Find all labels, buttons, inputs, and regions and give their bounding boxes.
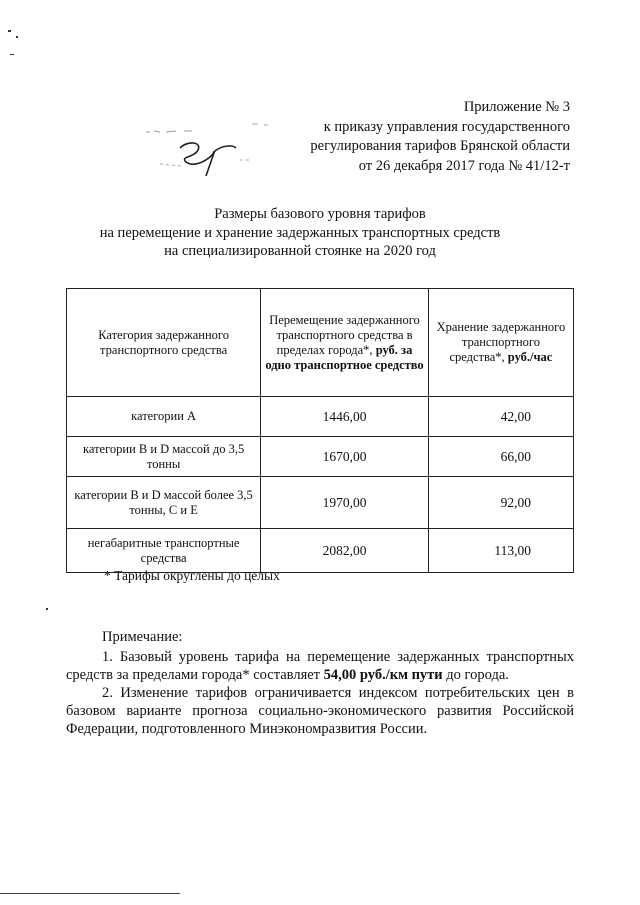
row-category: категории В и D массой более 3,5 тонны, С и Е: [67, 477, 261, 529]
scan-speck: [46, 608, 48, 610]
row-store-price: 92,00: [428, 477, 573, 529]
note-item-1: [66, 648, 574, 684]
note-section: [66, 628, 574, 738]
row-category: категории В и D массой до 3,5 тонны: [67, 437, 261, 477]
row-move-price: 2082,00: [261, 529, 429, 573]
header-move-text: Перемещение задержанного транспортного средства в пределах города*,: [269, 312, 420, 357]
header-store-text: Хранение задержанного транспортного средства*,: [436, 320, 566, 364]
header-move-unit: руб. за одно транспортное средство: [265, 342, 424, 372]
table-row: [67, 437, 574, 477]
row-move-price: 1970,00: [261, 477, 429, 529]
appendix-line-2: к приказу управления государственного: [323, 118, 570, 135]
table-footnote: * Тарифы округлены до целых: [104, 568, 280, 583]
appendix-line-3: регулирования тарифов Брянской области: [310, 138, 570, 154]
header-store-unit: руб./час: [507, 350, 553, 364]
scan-speck: [10, 54, 14, 55]
table-row: [67, 477, 574, 529]
title-line-3: на специализированной стоянке на 2020 год: [164, 243, 436, 259]
table-header-row: [67, 289, 574, 397]
tariff-table: [66, 288, 574, 573]
note-item-1-tail: до города.: [442, 667, 509, 683]
document-title: [0, 205, 640, 261]
note-title: Примечание:: [102, 629, 183, 645]
note-item-1-text: 1. Базовый уровень тарифа на перемещение задержанных транспортных средств за пределами города* составляет: [66, 649, 574, 683]
row-move-price: 1670,00: [261, 437, 429, 477]
table-row: [67, 397, 574, 437]
bottom-rule: [0, 893, 180, 894]
note-item-2: 2. Изменение тарифов ограничивается индексом потребительских цен в базовом варианте прогноза социально-экономического развития Российской Федерации, подготовленного Минэкономразвития России.: [66, 685, 574, 737]
header-category: [67, 289, 261, 397]
note-item-1-rate: 54,00 руб./км пути: [323, 667, 443, 683]
header-category-text: Категория задержанного транспортного средства: [98, 327, 229, 357]
row-category: негабаритные транспортные средства: [67, 529, 261, 573]
scan-speck: [16, 36, 18, 38]
signature-mark: [140, 118, 290, 190]
row-store-price: 113,00: [428, 529, 573, 573]
title-line-1: Размеры базового уровня тарифов: [214, 206, 426, 222]
row-store-price: 66,00: [428, 437, 573, 477]
header-store: [428, 289, 573, 397]
table-row: [67, 529, 574, 573]
row-store-price: 42,00: [428, 397, 573, 437]
row-move-price: 1446,00: [261, 397, 429, 437]
row-category: категории А: [67, 397, 261, 437]
header-move: [261, 289, 429, 397]
appendix-line-4: от 26 декабря 2017 года № 41/12-т: [358, 157, 570, 174]
appendix-line-1: Приложение № 3: [463, 99, 570, 115]
scan-speck: [8, 30, 11, 32]
title-line-2: на перемещение и хранение задержанных транспортных средств: [99, 224, 501, 241]
appendix-header: [310, 98, 570, 176]
